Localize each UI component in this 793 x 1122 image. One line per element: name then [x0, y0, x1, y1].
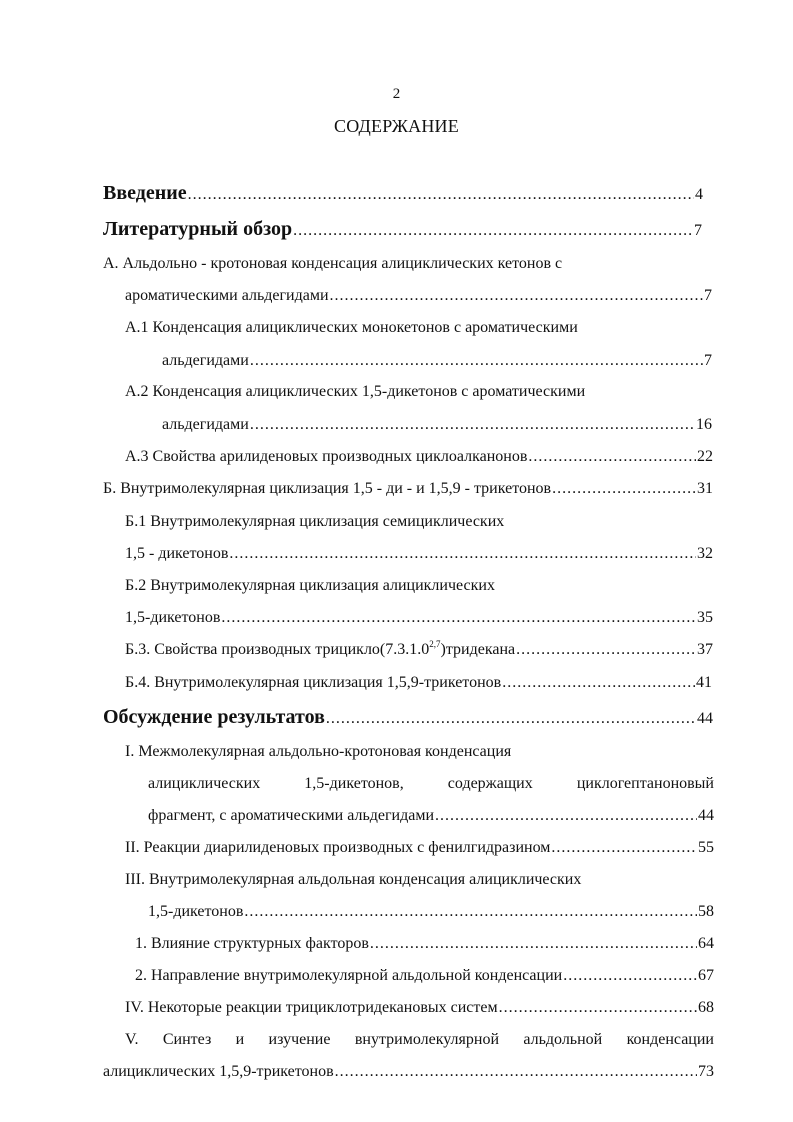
toc-entry-label: алициклических 1,5,9-трикетонов [103, 1063, 334, 1080]
dot-leader [499, 997, 697, 1019]
toc-entry-i[interactable] [148, 805, 714, 827]
toc-entry-a-line1: А. Альдольно - кротоновая конденсация алициклических кетонов с [103, 255, 563, 272]
dot-leader [335, 1061, 697, 1083]
dot-leader [370, 933, 697, 955]
toc-page-number: 44 [697, 710, 713, 727]
dot-leader [330, 285, 703, 307]
toc-entry-b2[interactable] [125, 607, 713, 629]
dot-leader [528, 446, 696, 468]
toc-entry-iii-1[interactable] [135, 933, 714, 955]
toc-entry-a3[interactable] [125, 446, 713, 468]
page-number: 2 [392, 86, 401, 102]
toc-entry-label: 1,5 - дикетонов [125, 545, 229, 562]
toc-entry-label: Введение [103, 182, 187, 204]
toc-page-number: 73 [698, 1063, 714, 1080]
toc-entry-a1[interactable] [162, 350, 712, 372]
toc-entry-a2-line1: А.2 Конденсация алициклических 1,5-дикетонов с ароматическими [125, 383, 586, 400]
toc-entry-i-line1: I. Межмолекулярная альдольно-кротоновая конденсация [125, 743, 512, 760]
dot-leader [250, 414, 695, 436]
toc-page-number: 22 [697, 448, 713, 465]
toc-entry-label: ароматическими альдегидами [125, 287, 329, 304]
toc-entry-label: 1. Влияние структурных факторов [135, 935, 369, 952]
toc-page-number: 67 [698, 967, 714, 984]
toc-entry-b1-line1: Б.1 Внутримолекулярная циклизация семициклических [125, 513, 505, 530]
toc-entry-intro[interactable] [103, 180, 703, 208]
toc-entry-a1-line1: А.1 Конденсация алициклических монокетонов с ароматическими [125, 319, 578, 336]
toc-entry-label: 1,5-дикетонов [125, 609, 221, 626]
page-title: СОДЕРЖАНИЕ [334, 116, 459, 136]
toc-entry-b3[interactable] [125, 639, 713, 661]
toc-entry-iv[interactable] [125, 997, 714, 1019]
toc-entry-label: Б. Внутримолекулярная циклизация 1,5 - ди - и 1,5,9 - трикетонов [103, 480, 552, 497]
toc-page-number: 7 [704, 287, 712, 304]
toc-entry-label: Б.4. Внутримолекулярная циклизация 1,5,9-трикетонов [125, 674, 502, 691]
toc-page-number: 7 [694, 222, 702, 239]
dot-leader [250, 350, 703, 372]
toc-entry-label: 1,5-дикетонов [148, 903, 244, 920]
toc-entry-i-line2: алициклических 1,5-дикетонов, содержащих циклогептаноновый [148, 775, 714, 792]
dot-leader [502, 672, 695, 694]
toc-page-number: 7 [704, 352, 712, 369]
toc-page-number: 64 [698, 935, 714, 952]
toc-page-number: 35 [697, 609, 713, 626]
toc-entry-label: А.3 Свойства арилиденовых производных циклоалканонов [125, 448, 528, 465]
toc-entry-iii[interactable] [148, 901, 714, 923]
toc-entry-label: альдегидами [162, 416, 249, 433]
toc-entry-label: II. Реакции диарилиденовых производных с фенилгидразином [125, 839, 551, 856]
dot-leader [551, 837, 697, 859]
toc-entry-label: Литературный обзор [103, 218, 293, 240]
toc-entry-iii-line1: III. Внутримолекулярная альдольная конденсация алициклических [125, 871, 582, 888]
dot-leader [244, 901, 697, 923]
toc-entry-b[interactable] [103, 478, 713, 500]
toc-page-number: 16 [696, 416, 712, 433]
toc-page-number: 4 [695, 186, 703, 203]
toc-entry-v[interactable] [103, 1061, 714, 1083]
toc-page-number: 31 [697, 480, 713, 497]
toc-entry-b2-line1: Б.2 Внутримолекулярная циклизация алициклических [125, 577, 495, 594]
toc-entry-v-line1: V. Синтез и изучение внутримолекулярной альдольной конденсации [125, 1031, 714, 1048]
dot-leader [188, 182, 694, 208]
toc-page-number: 58 [698, 903, 714, 920]
toc-entry-label: 2. Направление внутримолекулярной альдольной конденсации [135, 967, 563, 984]
dot-leader [516, 639, 696, 661]
toc-entry-label: альдегидами [162, 352, 249, 369]
toc-entry-b1[interactable] [125, 543, 713, 565]
toc-entry-literature-review[interactable] [103, 216, 702, 244]
toc-entry-a2[interactable] [162, 414, 712, 436]
toc-entry-a[interactable] [125, 285, 712, 307]
toc-entry-label-before: Б.3. Свойства производных трицикло(7.3.1.0 [125, 641, 430, 658]
toc-entry-label: Обсуждение результатов [103, 706, 325, 728]
toc-page-number: 44 [698, 807, 714, 824]
toc-page-number: 55 [698, 839, 714, 856]
dot-leader [552, 478, 696, 500]
dot-leader [435, 805, 697, 827]
toc-entry-b4[interactable] [125, 672, 712, 694]
toc-page-number: 68 [698, 999, 714, 1016]
dot-leader [293, 218, 693, 244]
toc-entry-label: IV. Некоторые реакции трициклотридекановых систем [125, 999, 498, 1016]
toc-entry-label-after: )тридекана [440, 641, 516, 658]
superscript: 2,7 [429, 639, 441, 649]
toc-entry-ii[interactable] [125, 837, 714, 859]
toc-entry-label [125, 639, 515, 661]
toc-page-number: 41 [696, 674, 712, 691]
toc-entry-label: фрагмент, с ароматическими альдегидами [148, 807, 435, 824]
toc-page-number: 32 [697, 545, 713, 562]
toc-entry-discussion[interactable] [103, 704, 713, 732]
dot-leader [221, 607, 696, 629]
dot-leader [326, 706, 696, 732]
toc-page-number: 37 [697, 641, 713, 658]
toc-entry-iii-2[interactable] [135, 965, 714, 987]
dot-leader [229, 543, 696, 565]
dot-leader [563, 965, 697, 987]
